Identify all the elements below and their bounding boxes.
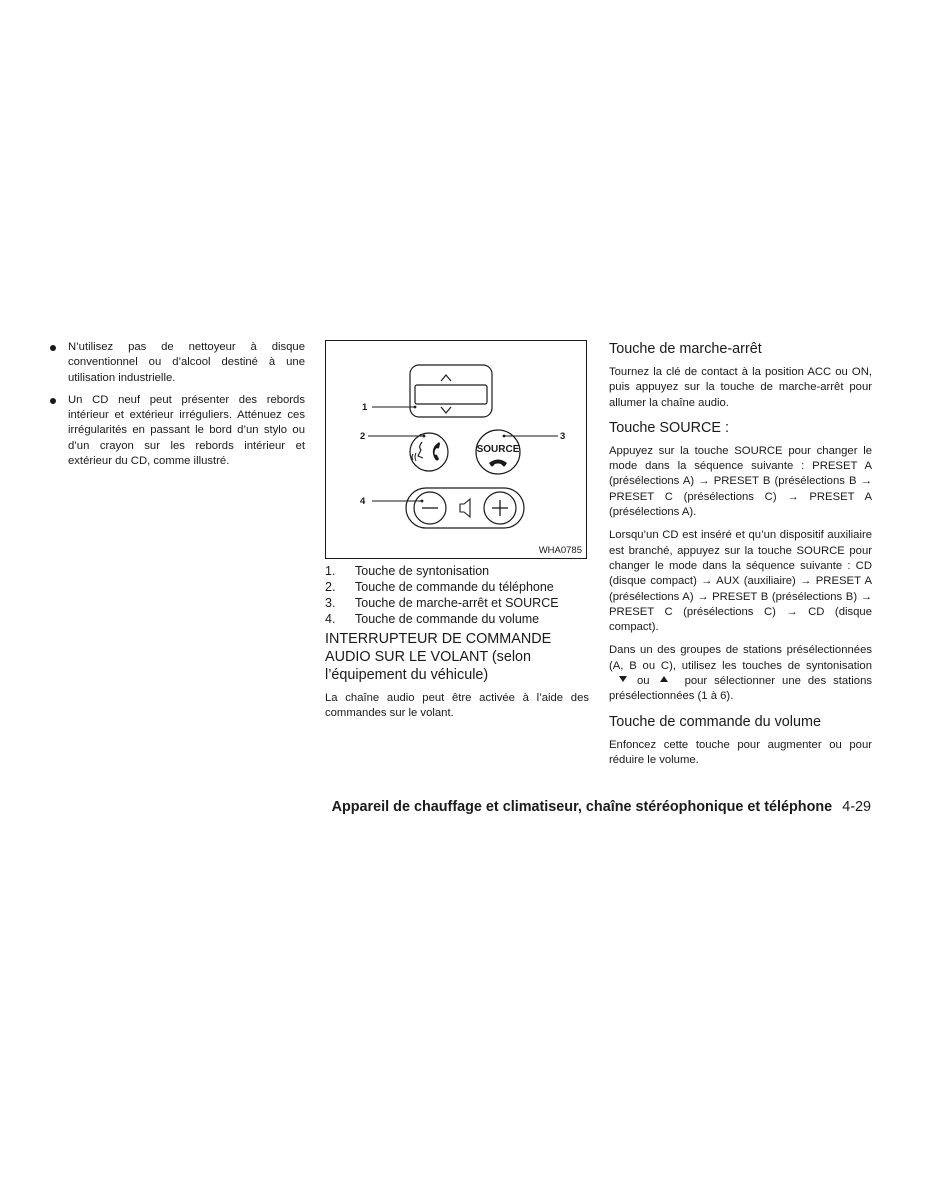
figure-code: WHA0785	[538, 545, 582, 556]
power-text: Tournez la clé de contact à la position ACC ou ON, puis appuyez sur la touche de marche-arrêt pour allumer la chaîne audio.	[609, 366, 872, 409]
power-heading: Touche de marche-arrêt	[609, 341, 762, 357]
legend-item	[325, 579, 589, 595]
legend-item	[325, 563, 589, 579]
legend-text: Touche de commande du téléphone	[355, 580, 554, 594]
preset-text	[609, 643, 872, 704]
down-triangle-icon	[619, 676, 627, 682]
volume-text: Enfoncez cette touche pour augmenter ou pour réduire le volume.	[609, 738, 872, 766]
left-column	[50, 340, 305, 476]
callout-3: 3	[560, 431, 566, 442]
preset-text-or: ou	[637, 675, 650, 688]
page-number: 4-29	[842, 799, 871, 815]
preset-text-after: pour sélectionner une des stations présélectionnées (1 à 6).	[609, 675, 872, 703]
footer-title: Appareil de chauffage et climatiseur, chaîne stéréophonique et téléphone	[331, 799, 833, 815]
up-triangle-icon	[660, 676, 668, 682]
section-heading: INTERRUPTEUR DE COMMANDE AUDIO SUR LE VOLANT (selon l’équipement du véhicule)	[325, 631, 552, 683]
legend-text: Touche de marche-arrêt et SOURCE	[355, 596, 559, 610]
phone-button-drawing	[410, 433, 448, 471]
source-text-1: Appuyez sur la touche SOURCE pour changer le mode dans la séquence suivante : PRESET A (présélections A) → PRESET B (présélections B → PRESET C (présélections C) → PRESET A (présélections A).	[609, 444, 872, 519]
list-item	[50, 393, 305, 469]
callout-2: 2	[360, 431, 366, 442]
phone-icon	[433, 442, 440, 460]
tuning-switch-drawing	[410, 365, 492, 417]
bullet-icon	[50, 345, 56, 351]
bullet-text: Un CD neuf peut présenter des rebords intérieur et extérieur irréguliers. Atténuez ces irrégularités en passant le bord d’un stylo ou d’un crayon sur les rebords intérieur et extérieur du CD, comme illustré.	[68, 393, 305, 468]
preset-text-before: Dans un des groupes de stations présélectionnées (A, B ou C), utilisez les touches de syntonisation	[609, 644, 872, 672]
source-button-drawing	[476, 430, 520, 474]
bullet-icon	[50, 398, 56, 404]
legend-number: 1.	[325, 564, 336, 578]
list-item	[50, 340, 305, 386]
callout-4: 4	[360, 496, 366, 507]
hang-up-icon	[489, 460, 507, 467]
callout-lines	[368, 407, 558, 501]
care-instructions-list	[50, 340, 305, 469]
volume-switch-drawing	[406, 488, 524, 528]
page-footer	[332, 797, 871, 817]
section-intro: La chaîne audio peut être activée à l’aide des commandes sur le volant.	[325, 692, 589, 720]
middle-column	[325, 340, 589, 722]
right-column	[609, 340, 872, 768]
bullet-text: N’utilisez pas de nettoyeur à disque conventionnel ou d’alcool destiné à une utilisation industrielle.	[68, 341, 305, 384]
legend-item	[325, 611, 589, 627]
legend-text: Touche de commande du volume	[355, 612, 540, 626]
legend-number: 4.	[325, 612, 336, 626]
source-button-label: SOURCE	[476, 444, 520, 455]
speaker-icon	[460, 499, 470, 517]
volume-heading: Touche de commande du volume	[609, 713, 821, 730]
legend-text: Touche de syntonisation	[355, 564, 490, 578]
up-arrow-icon	[441, 375, 451, 381]
down-arrow-icon	[441, 407, 451, 413]
steering-switch-figure	[325, 340, 587, 559]
callout-1: 1	[362, 402, 368, 413]
source-heading: Touche SOURCE :	[609, 419, 729, 436]
legend-number: 2.	[325, 580, 336, 594]
legend-number: 3.	[325, 596, 336, 610]
legend-item	[325, 595, 589, 611]
source-text-2: Lorsqu’un CD est inséré et qu’un dispositif auxiliaire est branché, appuyez sur la touche SOURCE pour changer le mode dans la séquence suivante : CD (disque compact) → AUX (auxiliaire) → PRESET A (présélections A) → PRESET B (présélections B) → PRESET C (présélections C) → CD (disque compact).	[609, 529, 872, 634]
steering-switch-illustration	[326, 341, 588, 560]
voice-icon	[418, 442, 423, 458]
figure-legend	[325, 563, 589, 627]
